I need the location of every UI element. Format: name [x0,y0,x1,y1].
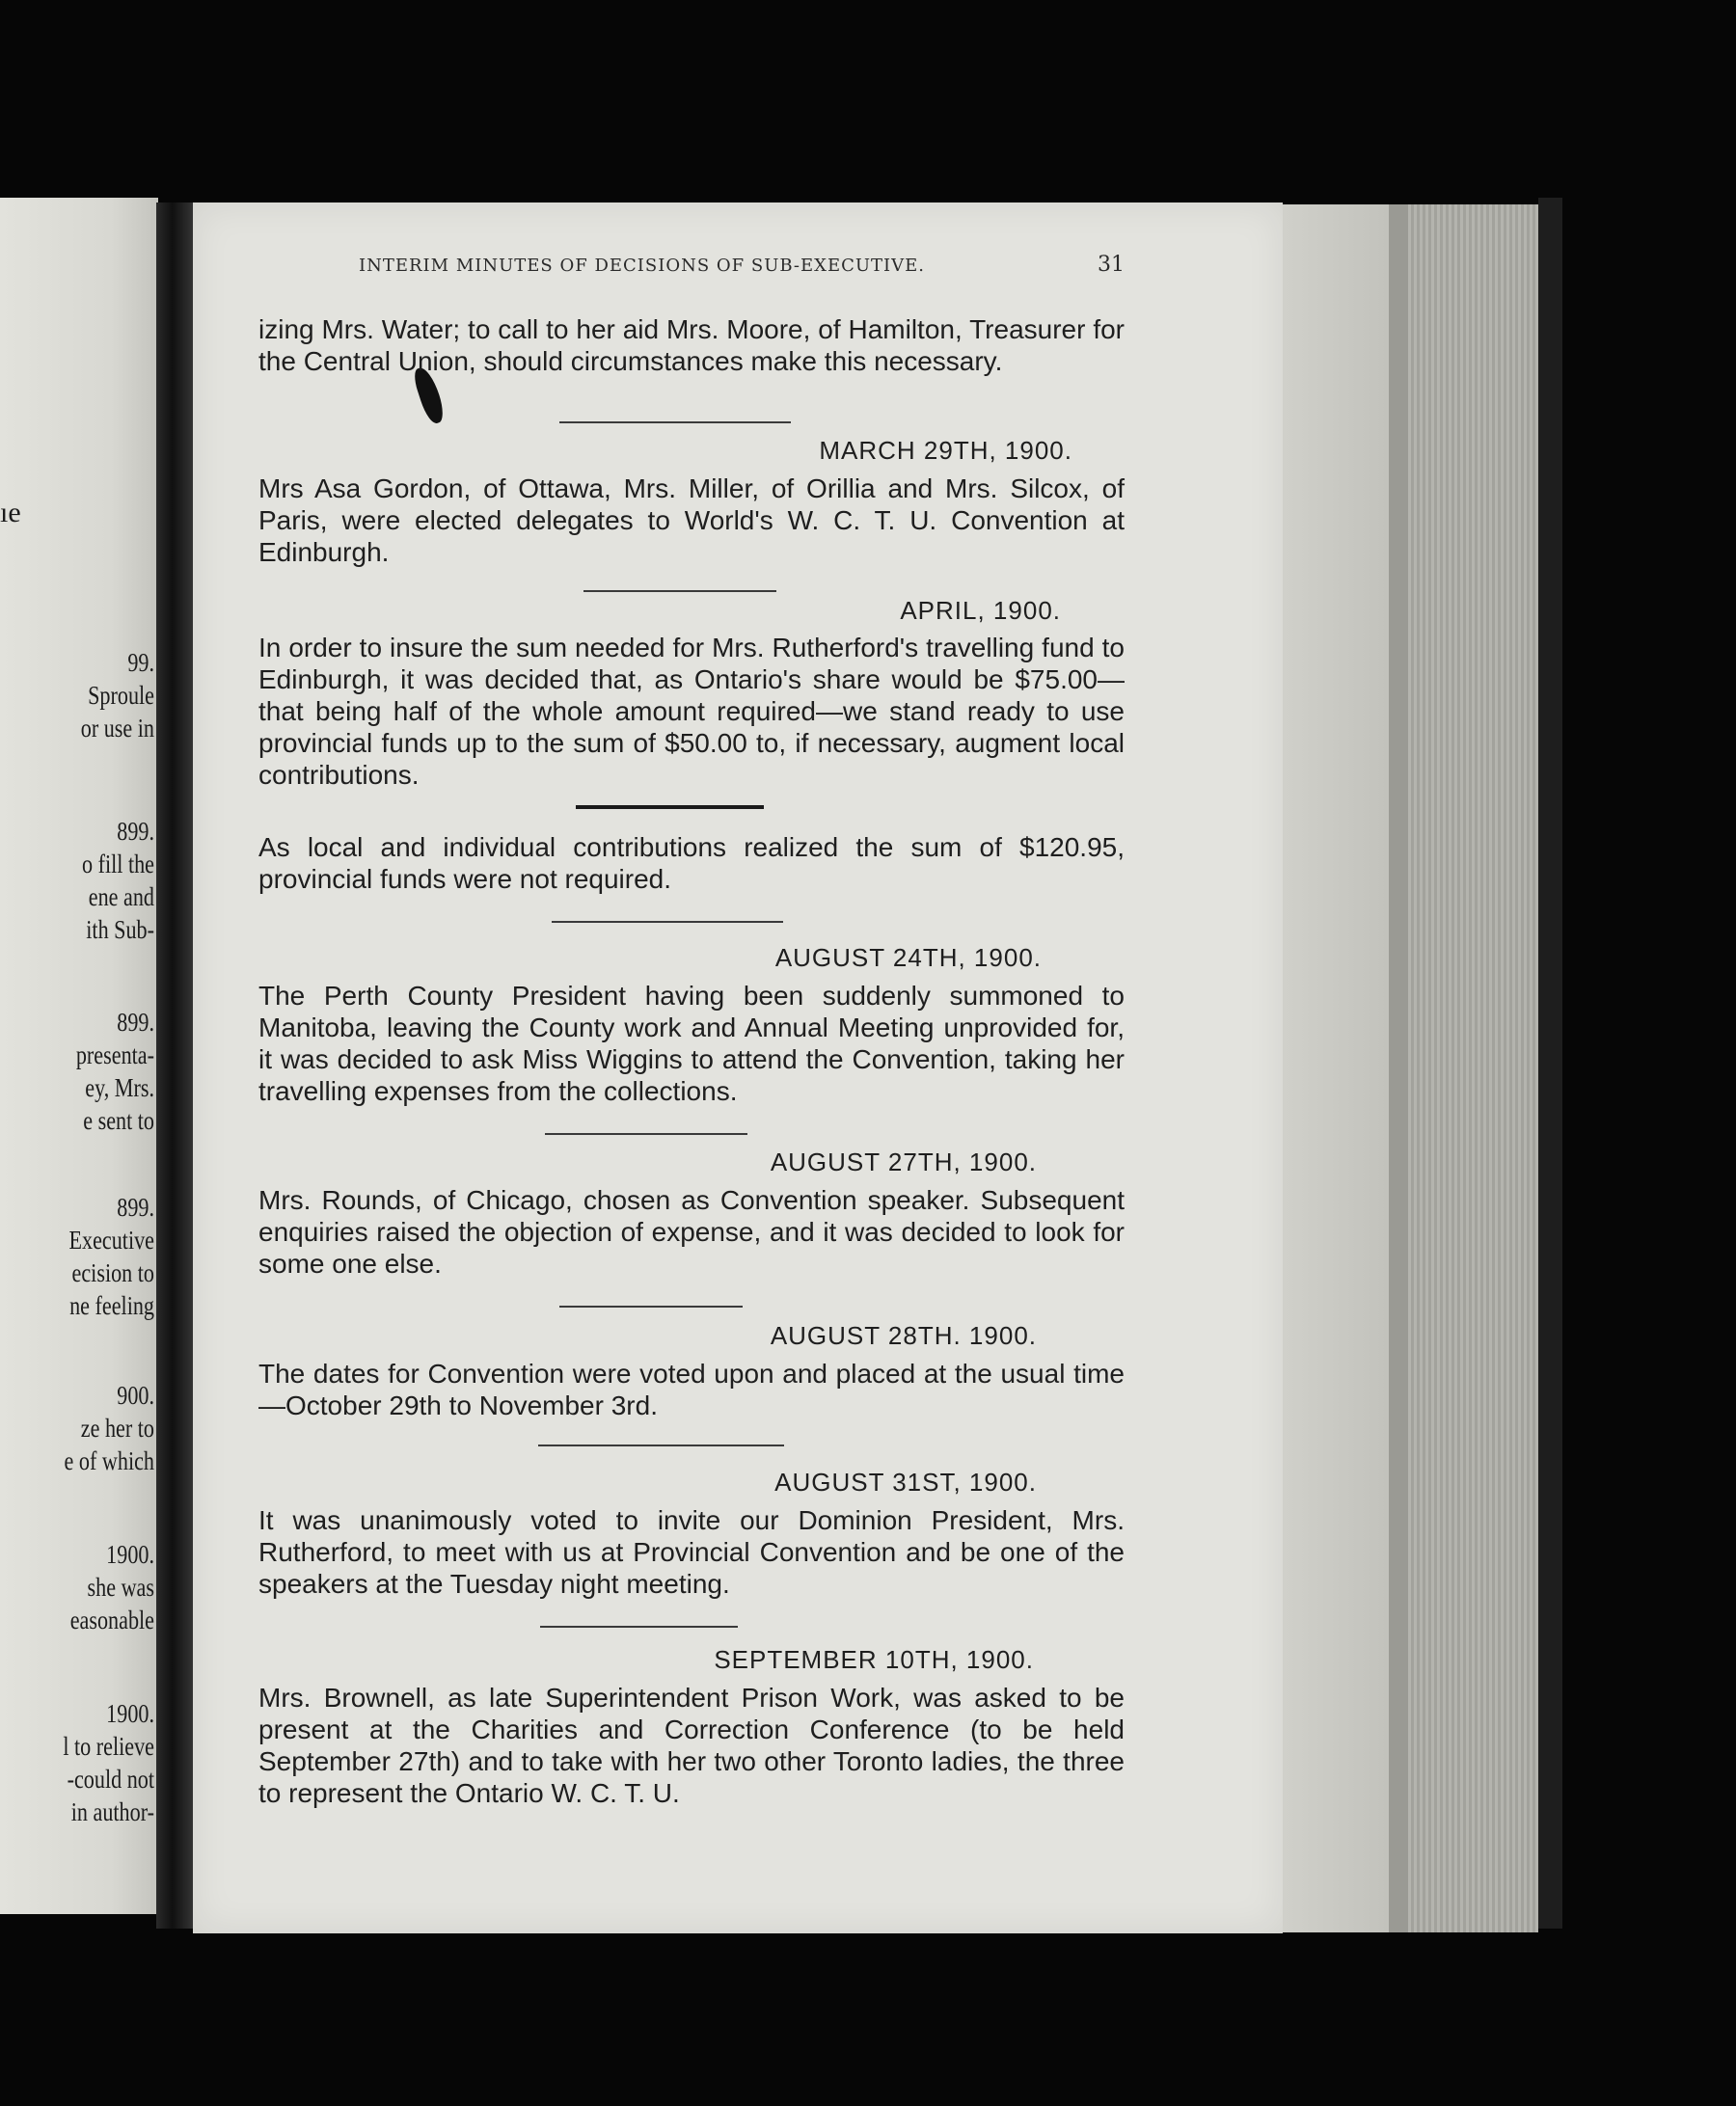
entry-text: Mrs. Rounds, of Chicago, chosen as Convention speaker. Subsequent enquiries raised the objection of expense, and it was decided to look for some one else. [258,1185,1125,1279]
left-page-fragment: Executive [68,1226,154,1255]
left-page-fragment: Sproule [88,681,154,710]
book-gutter [156,202,197,1929]
section-rule [559,421,791,423]
left-page-fragment: or use in [80,714,154,742]
section-rule [583,590,776,592]
entry-date: AUGUST 28TH. 1900. [770,1321,1037,1350]
entry-text: Mrs. Brownell, as late Superintendent Prison Work, was asked to be present at the Charities and Correction Conference (to be held September 27th) and to take with her two other Toronto ladies, the three to represent the Ontario W. C. T. U. [258,1683,1125,1808]
left-page-fragment: ze her to [80,1414,154,1443]
entry-text: Mrs Asa Gordon, of Ottawa, Mrs. Miller, of Orillia and Mrs. Silcox, of Paris, were elected delegates to World's W. C. T. U. Convention at Edinburgh. [258,473,1125,567]
entry-date: MARCH 29TH, 1900. [819,436,1072,465]
page-edge [1389,204,1408,1932]
page-edge-stack [1408,204,1538,1932]
left-page-fragment: presenta- [75,1040,154,1069]
left-page-fragment: ecision to [71,1258,154,1287]
left-page-fragment: 1900. [106,1699,154,1728]
left-page-fragment: ith Sub- [86,915,154,944]
section-rule [576,805,764,809]
left-page-fragment: 99. [127,648,154,677]
entry-text: The dates for Convention were voted upon and placed at the usual time—October 29th to November 3rd. [258,1359,1125,1420]
left-page-fragment: 899. [117,1193,154,1222]
section-rule [545,1133,747,1135]
entry-date: APRIL, 1900. [900,596,1061,625]
left-page-fragment: ıe [0,497,21,528]
left-page-fragment: 1900. [106,1540,154,1569]
book-cover-edge [1538,198,1562,1929]
entry-text: It was unanimously voted to invite our Dominion President, Mrs. Rutherford, to meet with us at Provincial Convention and be one of the speakers at the Tuesday night meeting. [258,1505,1125,1599]
section-rule [538,1444,784,1446]
entry-text: The Perth County President having been suddenly summoned to Manitoba, leaving the County work and Annual Meeting unprovided for, it was decided to ask Miss Wiggins to attend the Convention, taking her travelling expenses from the collections. [258,981,1125,1106]
entry-date: AUGUST 24TH, 1900. [774,943,1042,972]
entry-date: AUGUST 27TH, 1900. [770,1148,1037,1176]
left-page-fragment: 899. [117,817,154,846]
entry-date: AUGUST 31ST, 1900. [774,1468,1037,1497]
section-rule [559,1306,743,1308]
page-edge [1283,204,1389,1932]
left-page-fragment: 900. [117,1381,154,1410]
left-page-fragment: e of which [64,1446,154,1475]
opening-paragraph: izing Mrs. Water; to call to her aid Mrs. Moore, of Hamilton, Treasurer for the Central Union, should circumstances make this necessary. [258,314,1125,376]
left-page-fragment: -could not [67,1765,154,1794]
left-page-fragment: easonable [69,1606,154,1634]
left-page-fragment: ey, Mrs. [85,1073,154,1102]
left-page-fragment: in author- [70,1797,154,1826]
left-page-fragment: o fill the [81,850,154,878]
left-page-fragment: she was [87,1573,154,1602]
left-page-fragment: ene and [88,882,154,911]
section-rule [540,1626,738,1628]
entry-date: SEPTEMBER 10TH, 1900. [714,1645,1034,1674]
left-page-fragment: 899. [117,1008,154,1037]
entry-text: In order to insure the sum needed for Mrs. Rutherford's travelling fund to Edinburgh, it was decided that, as Ontario's share would be $75.00—that being half of the whole amount required—we stand ready to use provincial funds up to the sum of $50.00 to, if necessary, augment local contributions. [258,633,1125,790]
left-page-fragment: e sent to [83,1106,154,1135]
page-number: 31 [1098,253,1125,277]
left-page-fragment: l to relieve [63,1732,154,1761]
running-head: INTERIM MINUTES OF DECISIONS OF SUB-EXECUTIVE. [359,256,926,276]
entry-followup-text: As local and individual contributions realized the sum of $120.95, provincial funds were not required. [258,832,1125,894]
left-page-fragment: ne feeling [69,1291,154,1320]
previous-page-fragment [0,198,158,1914]
section-rule [552,921,783,923]
